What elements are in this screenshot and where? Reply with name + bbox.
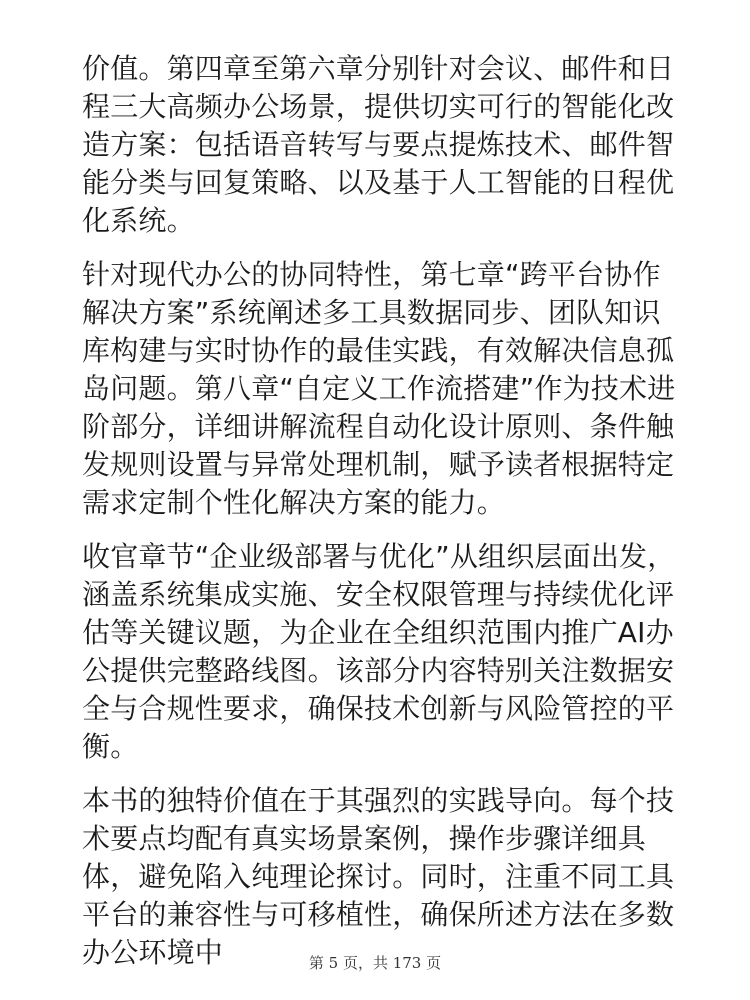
paragraph-1: 价值。第四章至第六章分别针对会议、邮件和日程三大高频办公场景，提供切实可行的智能化改造方案：包括语音转写与要点提炼技术、邮件智能分类与回复策略、以及基于人工智能的日程优化系统。 [82, 52, 675, 237]
body-text [82, 50, 682, 988]
paragraph-2: 针对现代办公的协同特性，第七章“跨平台协作解决方案”系统阐述多工具数据同步、团队知识库构建与实时协作的最佳实践，有效解决信息孤岛问题。第八章“自定义工作流搭建”作为技术进阶部分，详细讲解流程自动化设计原则、条件触发规则设置与异常处理机制，赋予读者根据特定需求定制个性化解决方案的能力。 [82, 258, 676, 519]
paragraph-4: 本书的独特价值在于其强烈的实践导向。每个技术要点均配有真实场景案例，操作步骤详细具体，避免陷入纯理论探讨。同时，注重不同工具平台的兼容性与可移植性，确保所述方法在多数办公环境中 [82, 784, 675, 969]
paragraph-3: 收官章节“企业级部署与优化”从组织层面出发，涵盖系统集成实施、安全权限管理与持续优化评估等关键议题，为企业在全组织范围内推广AI办公提供完整路线图。该部分内容特别关注数据安全与合规性要求，确保技术创新与风险管控的平衡。 [82, 540, 676, 763]
page-number-footer: 第 5 页，共 173 页 [308, 954, 442, 972]
